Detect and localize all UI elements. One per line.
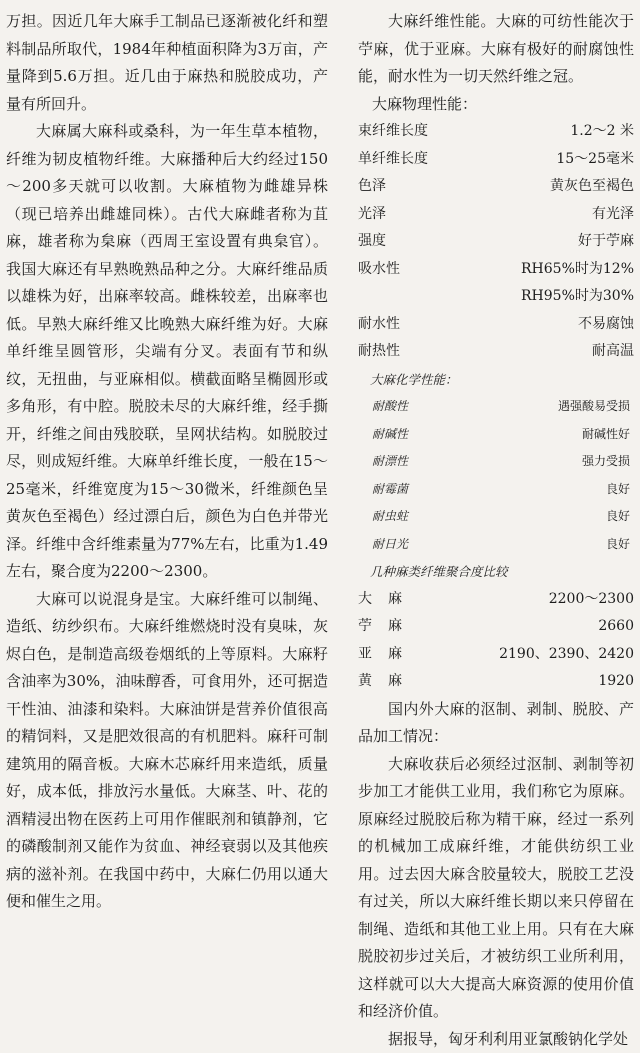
physical-properties-heading: 大麻物理性能： xyxy=(372,91,634,119)
paragraph-report: 据报导，匈牙利利用亚氯酸钠化学处 xyxy=(358,1026,634,1053)
paragraph-production: 万担。因近几年大麻手工制品已逐渐被化纤和塑料制品所取代，1984年种植面积降为3万亩，产量降到5.6万担。近几由于麻热和脱胶成功，产量有所回升。 xyxy=(6,8,328,118)
table-row xyxy=(358,613,634,641)
table-row xyxy=(358,146,634,174)
property-name: 耐水性 xyxy=(358,311,400,339)
polymerization-value: 1920 xyxy=(598,668,634,696)
property-value: 良好 xyxy=(606,503,634,531)
property-value: 15～25毫米 xyxy=(556,146,634,174)
physical-properties-table xyxy=(358,118,634,366)
table-row xyxy=(358,641,634,669)
polymerization-value: 2190、2390、2420 xyxy=(499,641,634,669)
property-name: 耐霉菌 xyxy=(358,476,408,504)
property-name: 单纤维长度 xyxy=(358,146,428,174)
paragraph-fiber-performance: 大麻纤维性能。大麻的可纺性能次于苧麻，优于亚麻。大麻有极好的耐腐蚀性能，耐水性为一切天然纤维之冠。 xyxy=(358,8,634,91)
fiber-name: 大麻 xyxy=(358,586,418,614)
fiber-name: 亚麻 xyxy=(358,641,418,669)
property-name: 色泽 xyxy=(358,173,386,201)
table-row xyxy=(358,173,634,201)
left-column xyxy=(6,8,328,916)
property-name: 强度 xyxy=(358,228,386,256)
property-name: 耐碱性 xyxy=(358,421,408,449)
paragraph-processing-title: 国内外大麻的沤制、剥制、脱胶、产品加工情况： xyxy=(358,696,634,751)
property-name: 耐漂性 xyxy=(358,448,408,476)
property-value: 耐碱性好 xyxy=(582,421,634,449)
property-value: RH65%时为12% xyxy=(521,256,634,284)
paragraph-uses: 大麻可以说混身是宝。大麻纤维可以制绳、造纸、纺纱织布。大麻纤维燃烧时没有臭味，灰烬白色，是制造高级卷烟纸的上等原料。大麻籽含油率为30%，油味醇香，可食用外，还可据造干性油、油漆和染料。大麻油饼是营养价值很高的精饲料，又是肥效很高的有机肥料。麻秆可制建筑用的隔音板。大麻木芯麻纤用来造纸，质量好，成本低，排放污水量低。大麻茎、叶、花的酒精浸出物在医药上可用作催眠剂和镇静剂，它的磷酸制剂又能作为贫血、神经衰弱以及其他疾病的滋补剂。在我国中药中，大麻仁仍用以通大便和催生之用。 xyxy=(6,586,328,916)
table-row xyxy=(358,201,634,229)
property-value: 遇强酸易受损 xyxy=(558,393,634,421)
chemical-properties-heading: 大麻化学性能： xyxy=(370,366,634,394)
property-value: RH95%时为30% xyxy=(521,283,634,311)
polymerization-table xyxy=(358,586,634,696)
right-column xyxy=(358,8,634,1053)
table-row xyxy=(358,256,634,284)
property-value: 耐高温 xyxy=(592,338,634,366)
table-row xyxy=(358,421,634,449)
table-row xyxy=(358,338,634,366)
property-value: 强力受损 xyxy=(582,448,634,476)
table-row xyxy=(358,228,634,256)
property-name: 束纤维长度 xyxy=(358,118,428,146)
property-value: 良好 xyxy=(606,476,634,504)
property-name: 吸水性 xyxy=(358,256,400,284)
table-row xyxy=(358,476,634,504)
table-row xyxy=(358,283,634,311)
polymerization-value: 2660 xyxy=(598,613,634,641)
property-value: 1.2～2 米 xyxy=(570,118,634,146)
property-name: 耐热性 xyxy=(358,338,400,366)
property-value: 黄灰色至褐色 xyxy=(550,173,634,201)
polymerization-value: 2200～2300 xyxy=(549,586,634,614)
polymerization-heading: 几种麻类纤维聚合度比较 xyxy=(370,558,634,586)
property-name: 光泽 xyxy=(358,201,386,229)
table-row xyxy=(358,311,634,339)
table-row xyxy=(358,393,634,421)
table-row xyxy=(358,531,634,559)
table-row xyxy=(358,503,634,531)
table-row xyxy=(358,118,634,146)
paragraph-botany: 大麻属大麻科或桑科，为一年生草本植物，纤维为韧皮植物纤维。大麻播种后大约经过150～200多天就可以收割。大麻植物为雌雄异株（现已培养出雌雄同株）。古代大麻雌者称为苴麻，雄者称为枲麻（西周王室设置有典枲官）。我国大麻还有早熟晚熟品种之分。大麻纤维品质以雄株为好，出麻率较高。雌株较差，出麻率也低。早熟大麻纤维又比晚熟大麻纤维为好。大麻单纤维呈圆管形，尖端有分叉。表面有节和纵纹，无扭曲，与亚麻相似。横截面略呈椭圆形或多角形，有中腔。脱胶未尽的大麻纤维，经手撕开，纤维之间由残胶联，呈网状结构。如脱胶过尽，则成短纤维。大麻单纤维长度，一般在15～25毫米，纤维宽度为15～30微米，纤维颜色呈黄灰色至褐色）经过漂白后，颜色为白色并带光泽。纤维中含纤维素量为77%左右，比重为1.49左右，聚合度为2200～2300。 xyxy=(6,118,328,586)
fiber-name: 黄麻 xyxy=(358,668,418,696)
property-value: 好于苧麻 xyxy=(578,228,634,256)
property-value: 不易腐蚀 xyxy=(578,311,634,339)
property-value: 良好 xyxy=(606,531,634,559)
table-row xyxy=(358,586,634,614)
property-name: 耐日光 xyxy=(358,531,408,559)
paragraph-processing: 大麻收获后必须经过沤制、剥制等初步加工才能供工业用，我们称它为原麻。原麻经过脱胶后称为精干麻，经过一系列的机械加工成麻纤维，才能供纺织工业用。过去因大麻含胶量较大，脱胶工艺没有过关，所以大麻纤维长期以来只停留在制绳、造纸和其他工业上用。只有在大麻脱胶初步过关后，才被纺织工业所利用，这样就可以大大提高大麻资源的使用价值和经济价值。 xyxy=(358,751,634,1026)
table-row xyxy=(358,448,634,476)
property-name: 耐酸性 xyxy=(358,393,408,421)
chemical-properties-table xyxy=(358,393,634,558)
table-row xyxy=(358,668,634,696)
property-value: 有光泽 xyxy=(592,201,634,229)
property-name: 耐虫蛀 xyxy=(358,503,408,531)
fiber-name: 苧麻 xyxy=(358,613,418,641)
